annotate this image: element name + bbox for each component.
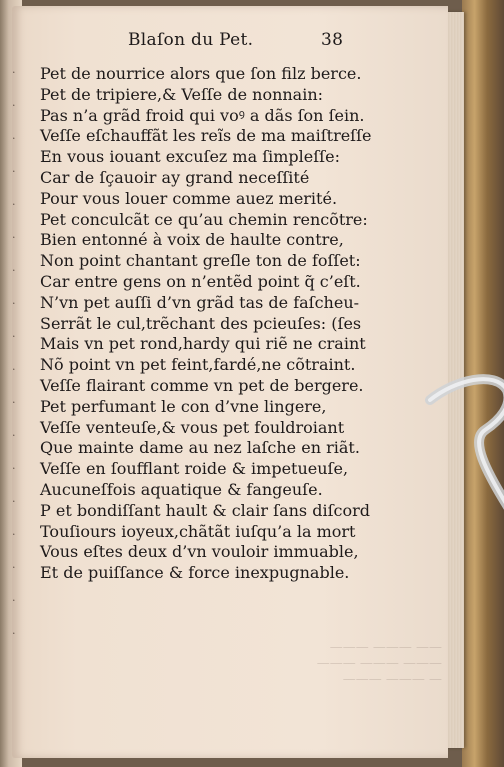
poem-line: Veſſe en ſoufflant roide & impetueuſe, [40, 459, 349, 479]
poem-line: Pas n’a grãd froid qui voꝰ a dãs ſon ſein. [40, 105, 365, 125]
facing-page-margin-fragments: · · · · · · · · · · · · · · · · · · [12, 66, 16, 640]
poem-line: Serrãt le cul,trẽchant des pcieuſes: (ſes [40, 313, 362, 333]
poem-line: Car de ſçauoir ay grand neceſſité [40, 167, 310, 187]
poem-line: Veſſe eſchauffãt les reĩs de ma maiſtreſſe [40, 126, 372, 146]
poem-line: Bien entonné à voix de haulte contre, [40, 230, 344, 250]
poem-line: Mais vn pet rond,hardy qui riẽ ne craint [40, 334, 366, 354]
poem-line: Et de puiſſance & force inexpugnable. [40, 563, 350, 583]
poem-line: Veſſe flairant comme vn pet de bergere. [40, 375, 364, 395]
poem-line: Pet de nourrice alors que ſon filz berce. [40, 64, 362, 83]
poem-line: Car entre gens on n’entẽd point q̃ c’eſt. [40, 271, 361, 291]
running-head-title: Blaſon du Pet. [128, 30, 254, 50]
page-number: 38 [321, 30, 344, 50]
poem-line: Pet perfumant le con d’vne lingere, [40, 396, 327, 416]
poem-line: Pet de tripiere,& Veſſe de nonnain: [40, 84, 324, 104]
poem-line: Pet conculcãt ce qu’au chemin rencõtre: [40, 209, 368, 229]
poem-line: En vous iouant excuſez ma ſimpleſſe: [40, 147, 340, 167]
poem-line: Pour vous louer comme auez merité. [40, 188, 338, 208]
poem-line: Nõ point vn pet feint,fardé,ne cõtraint. [40, 355, 356, 375]
poem-line: P et bondiſſant hault & clair ſans diſcord [40, 500, 370, 520]
poem-line: Aucuneſfois aquatique & fangeuſe. [40, 479, 323, 499]
poem-line: Que mainte dame au nez laſche en riãt. [40, 438, 360, 458]
poem-line: N’vn pet auſſi d’vn grãd tas de faſcheu- [40, 292, 360, 312]
poem-line: Non point chantant greſle ton de foſſet: [40, 251, 361, 271]
poem-line: Vous eſtes deux d’vn vouloir immuable, [40, 542, 359, 562]
poem-line: Touſiours ioyeux,chãtãt iuſqu’a la mort [40, 521, 356, 541]
poem-text [40, 64, 440, 584]
show-through-text: —— ——— ——— ——— ——— ——— — ——— ——— [316, 640, 442, 687]
poem-line: Veſſe venteuſe,& vous pet fouldroiant [40, 417, 345, 437]
